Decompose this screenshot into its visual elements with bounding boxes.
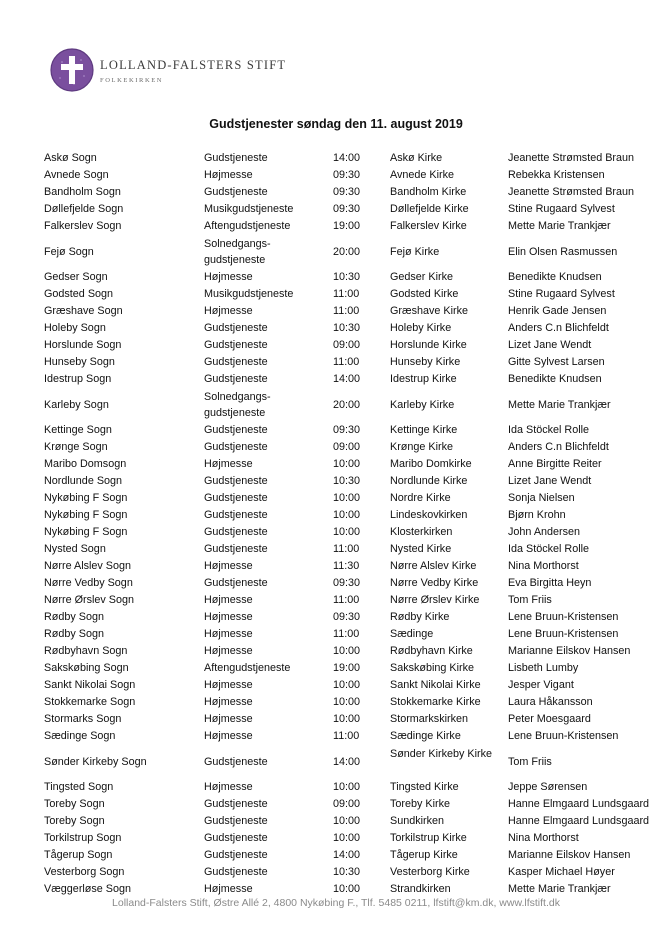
priest-name: Marianne Eilskov Hansen — [508, 645, 631, 657]
schedule-row — [0, 711, 672, 728]
parish-name: Nykøbing F Sogn — [44, 509, 128, 521]
parish-name: Askø Sogn — [44, 152, 97, 164]
parish-name: Sankt Nikolai Sogn — [44, 679, 136, 691]
service-type: Højmesse — [204, 458, 253, 470]
schedule-row — [0, 677, 672, 694]
parish-name: Holeby Sogn — [44, 322, 106, 334]
service-type: Aftengudstjeneste — [204, 220, 291, 232]
parish-name: Sædinge Sogn — [44, 730, 116, 742]
schedule-row — [0, 371, 672, 388]
service-type: Solnedgangs-gudstjeneste — [204, 391, 271, 419]
service-type: Højmesse — [204, 730, 253, 742]
parish-name: Tingsted Sogn — [44, 781, 114, 793]
service-time: 09:00 — [333, 441, 361, 453]
service-type: Gudstjeneste — [204, 322, 268, 334]
service-type: Højmesse — [204, 271, 253, 283]
parish-name: Stokkemarke Sogn — [44, 696, 136, 708]
schedule-row — [0, 184, 672, 201]
schedule-row — [0, 881, 672, 898]
footer-contact: Lolland-Falsters Stift, Østre Allé 2, 4800 Nykøbing F., Tlf. 5485 0211, lfstift@km.dk, www.lfstift.dk — [112, 897, 560, 909]
service-time: 10:00 — [333, 458, 361, 470]
service-time: 20:00 — [333, 246, 361, 258]
schedule-row — [0, 524, 672, 541]
church-name: Maribo Domkirke — [390, 458, 472, 470]
church-name: Falkerslev Kirke — [390, 220, 467, 232]
service-type: Gudstjeneste — [204, 441, 268, 453]
priest-name: Benedikte Knudsen — [508, 271, 602, 283]
priest-name: Peter Moesgaard — [508, 713, 591, 725]
church-name: Nørre Vedby Kirke — [390, 577, 479, 589]
service-time: 10:00 — [333, 781, 361, 793]
service-type: Højmesse — [204, 628, 253, 640]
priest-name: Lene Bruun-Kristensen — [508, 730, 619, 742]
service-time: 20:00 — [333, 399, 361, 411]
church-name: Tingsted Kirke — [390, 781, 459, 793]
priest-name: Mette Marie Trankjær — [508, 883, 611, 895]
schedule-row — [0, 813, 672, 830]
schedule-row — [0, 167, 672, 184]
church-name: Idestrup Kirke — [390, 373, 457, 385]
church-name: Askø Kirke — [390, 152, 443, 164]
service-time: 09:30 — [333, 203, 361, 215]
service-time: 10:30 — [333, 475, 361, 487]
priest-name: Stine Rugaard Sylvest — [508, 288, 615, 300]
schedule-row — [0, 388, 672, 422]
schedule-row — [0, 643, 672, 660]
service-type: Gudstjeneste — [204, 832, 268, 844]
service-type: Solnedgangs-gudstjeneste — [204, 238, 271, 266]
priest-name: Laura Håkansson — [508, 696, 593, 708]
service-type: Gudstjeneste — [204, 186, 268, 198]
org-subtitle: FOLKEKIRKEN — [100, 77, 164, 84]
service-type: Højmesse — [204, 594, 253, 606]
parish-name: Krønge Sogn — [44, 441, 108, 453]
schedule-row — [0, 575, 672, 592]
service-type: Gudstjeneste — [204, 756, 268, 768]
schedule-row — [0, 541, 672, 558]
parish-name: Nørre Ørslev Sogn — [44, 594, 134, 606]
schedule-row — [0, 269, 672, 286]
church-name: Vesterborg Kirke — [390, 866, 470, 878]
church-name: Nysted Kirke — [390, 543, 452, 555]
parish-name: Nykøbing F Sogn — [44, 492, 128, 504]
priest-name: Stine Rugaard Sylvest — [508, 203, 615, 215]
parish-name: Hunseby Sogn — [44, 356, 115, 368]
org-name: LOLLAND-FALSTERS STIFT — [100, 58, 287, 72]
priest-name: Hanne Elmgaard Lundsgaard — [508, 815, 650, 827]
church-name: Sædinge — [390, 628, 434, 640]
priest-name: Ida Stöckel Rolle — [508, 543, 590, 555]
parish-name: Nykøbing F Sogn — [44, 526, 128, 538]
service-type: Musikgudstjeneste — [204, 203, 294, 215]
schedule-row — [0, 660, 672, 677]
service-time: 10:00 — [333, 679, 361, 691]
service-schedule — [0, 150, 672, 898]
service-time: 10:00 — [333, 832, 361, 844]
priest-name: Nina Morthorst — [508, 560, 579, 572]
schedule-row — [0, 745, 672, 779]
service-time: 11:00 — [333, 356, 360, 368]
schedule-row — [0, 558, 672, 575]
church-name: Nordlunde Kirke — [390, 475, 468, 487]
service-type: Højmesse — [204, 305, 253, 317]
church-name: Sundkirken — [390, 815, 445, 827]
parish-name: Nørre Vedby Sogn — [44, 577, 133, 589]
parish-name: Avnede Sogn — [44, 169, 109, 181]
parish-name: Vesterborg Sogn — [44, 866, 125, 878]
parish-name: Tågerup Sogn — [44, 849, 113, 861]
parish-name: Fejø Sogn — [44, 246, 94, 258]
priest-name: Gitte Sylvest Larsen — [508, 356, 605, 368]
schedule-row — [0, 354, 672, 371]
schedule-row — [0, 218, 672, 235]
schedule-row — [0, 864, 672, 881]
priest-name: Anders C.n Blichfeldt — [508, 441, 609, 453]
schedule-row — [0, 473, 672, 490]
church-name: Nørre Ørslev Kirke — [390, 594, 480, 606]
service-time: 10:00 — [333, 526, 361, 538]
church-name: Nørre Alslev Kirke — [390, 560, 477, 572]
service-time: 09:30 — [333, 611, 361, 623]
schedule-row — [0, 235, 672, 269]
parish-name: Bandholm Sogn — [44, 186, 121, 198]
service-type: Gudstjeneste — [204, 339, 268, 351]
church-name: Avnede Kirke — [390, 169, 455, 181]
schedule-row — [0, 422, 672, 439]
schedule-row — [0, 490, 672, 507]
priest-name: Eva Birgitta Heyn — [508, 577, 592, 589]
schedule-row — [0, 728, 672, 745]
service-time: 10:30 — [333, 322, 361, 334]
service-time: 09:30 — [333, 186, 361, 198]
service-time: 11:00 — [333, 594, 360, 606]
priest-name: Lisbeth Lumby — [508, 662, 579, 674]
church-name: Godsted Kirke — [390, 288, 459, 300]
church-name: Gedser Kirke — [390, 271, 454, 283]
schedule-row — [0, 320, 672, 337]
church-name: Klosterkirken — [390, 526, 453, 538]
service-time: 14:00 — [333, 152, 361, 164]
service-time: 10:00 — [333, 509, 361, 521]
service-type: Højmesse — [204, 560, 253, 572]
service-time: 14:00 — [333, 373, 361, 385]
service-time: 09:30 — [333, 577, 361, 589]
service-type: Højmesse — [204, 696, 253, 708]
parish-name: Idestrup Sogn — [44, 373, 112, 385]
church-name: Hunseby Kirke — [390, 356, 461, 368]
priest-name: Rebekka Kristensen — [508, 169, 605, 181]
church-name: Fejø Kirke — [390, 246, 440, 258]
service-type: Gudstjeneste — [204, 798, 268, 810]
church-name: Karleby Kirke — [390, 399, 455, 411]
parish-name: Stormarks Sogn — [44, 713, 122, 725]
service-time: 09:00 — [333, 339, 361, 351]
parish-name: Horslunde Sogn — [44, 339, 122, 351]
service-time: 19:00 — [333, 220, 361, 232]
service-time: 14:00 — [333, 756, 361, 768]
church-name: Horslunde Kirke — [390, 339, 467, 351]
service-time: 11:00 — [333, 305, 360, 317]
priest-name: Jeanette Strømsted Braun — [508, 152, 635, 164]
priest-name: Lene Bruun-Kristensen — [508, 628, 619, 640]
service-time: 10:00 — [333, 883, 361, 895]
schedule-row — [0, 609, 672, 626]
service-time: 11:30 — [333, 560, 360, 572]
priest-name: Tom Friis — [508, 756, 552, 768]
church-name: Tågerup Kirke — [390, 849, 458, 861]
service-type: Gudstjeneste — [204, 356, 268, 368]
service-time: 14:00 — [333, 849, 361, 861]
service-type: Gudstjeneste — [204, 526, 268, 538]
service-type: Højmesse — [204, 781, 253, 793]
priest-name: Nina Morthorst — [508, 832, 579, 844]
service-type: Højmesse — [204, 713, 253, 725]
service-type: Gudstjeneste — [204, 373, 268, 385]
priest-name: Lene Bruun-Kristensen — [508, 611, 619, 623]
church-name: Strandkirken — [390, 883, 451, 895]
church-name: Døllefjelde Kirke — [390, 203, 469, 215]
church-name: Sankt Nikolai Kirke — [390, 679, 481, 691]
schedule-row — [0, 150, 672, 167]
service-type: Aftengudstjeneste — [204, 662, 291, 674]
parish-name: Kettinge Sogn — [44, 424, 112, 436]
service-time: 11:00 — [333, 628, 360, 640]
service-time: 09:30 — [333, 169, 361, 181]
priest-name: Hanne Elmgaard Lundsgaard — [508, 798, 650, 810]
priest-name: Mette Marie Trankjær — [508, 399, 611, 411]
service-type: Gudstjeneste — [204, 849, 268, 861]
priest-name: Jeanette Strømsted Braun — [508, 186, 635, 198]
service-type: Gudstjeneste — [204, 475, 268, 487]
service-type: Gudstjeneste — [204, 866, 268, 878]
parish-name: Rødbyhavn Sogn — [44, 645, 128, 657]
priest-name: Benedikte Knudsen — [508, 373, 602, 385]
parish-name: Nysted Sogn — [44, 543, 106, 555]
church-name: Nordre Kirke — [390, 492, 451, 504]
priest-name: Lizet Jane Wendt — [508, 339, 592, 351]
parish-name: Falkerslev Sogn — [44, 220, 122, 232]
schedule-row — [0, 592, 672, 609]
church-name: Græshave Kirke — [390, 305, 469, 317]
service-type: Højmesse — [204, 645, 253, 657]
service-type: Gudstjeneste — [204, 577, 268, 589]
parish-name: Rødby Sogn — [44, 611, 105, 623]
parish-name: Væggerløse Sogn — [44, 883, 132, 895]
schedule-row — [0, 337, 672, 354]
parish-name: Maribo Domsogn — [44, 458, 127, 470]
priest-name: Anne Birgitte Reiter — [508, 458, 602, 470]
priest-name: Jeppe Sørensen — [508, 781, 588, 793]
schedule-row — [0, 847, 672, 864]
service-time: 09:30 — [333, 424, 361, 436]
parish-name: Græshave Sogn — [44, 305, 123, 317]
parish-name: Toreby Sogn — [44, 815, 105, 827]
service-time: 10:00 — [333, 645, 361, 657]
priest-name: Sonja Nielsen — [508, 492, 575, 504]
service-type: Højmesse — [204, 169, 253, 181]
page-title: Gudstjenester søndag den 11. august 2019 — [209, 117, 463, 131]
church-name: Stokkemarke Kirke — [390, 696, 481, 708]
parish-name: Godsted Sogn — [44, 288, 114, 300]
service-time: 10:00 — [333, 815, 361, 827]
service-time: 10:00 — [333, 713, 361, 725]
schedule-row — [0, 303, 672, 320]
priest-name: Anders C.n Blichfeldt — [508, 322, 609, 334]
parish-name: Gedser Sogn — [44, 271, 108, 283]
service-time: 19:00 — [333, 662, 361, 674]
church-name: Torkilstrup Kirke — [390, 832, 467, 844]
service-type: Gudstjeneste — [204, 424, 268, 436]
parish-name: Nørre Alslev Sogn — [44, 560, 132, 572]
priest-name: Lizet Jane Wendt — [508, 475, 592, 487]
church-name: Sønder Kirkeby Kirke — [390, 748, 493, 760]
parish-name: Torkilstrup Sogn — [44, 832, 122, 844]
parish-name: Toreby Sogn — [44, 798, 105, 810]
church-name: Rødbyhavn Kirke — [390, 645, 473, 657]
service-time: 11:00 — [333, 288, 360, 300]
schedule-row — [0, 439, 672, 456]
schedule-row — [0, 694, 672, 711]
parish-name: Sakskøbing Sogn — [44, 662, 129, 674]
service-type: Musikgudstjeneste — [204, 288, 294, 300]
schedule-row — [0, 626, 672, 643]
service-type: Gudstjeneste — [204, 509, 268, 521]
service-type: Højmesse — [204, 611, 253, 623]
schedule-row — [0, 201, 672, 218]
service-time: 10:00 — [333, 492, 361, 504]
priest-name: Henrik Gade Jensen — [508, 305, 607, 317]
schedule-row — [0, 779, 672, 796]
service-time: 10:00 — [333, 696, 361, 708]
church-name: Rødby Kirke — [390, 611, 450, 623]
service-type: Gudstjeneste — [204, 492, 268, 504]
schedule-row — [0, 796, 672, 813]
priest-name: Elin Olsen Rasmussen — [508, 246, 618, 258]
service-time: 11:00 — [333, 730, 360, 742]
church-name: Bandholm Kirke — [390, 186, 467, 198]
church-name: Krønge Kirke — [390, 441, 454, 453]
schedule-row — [0, 507, 672, 524]
church-name: Holeby Kirke — [390, 322, 452, 334]
service-type: Højmesse — [204, 883, 253, 895]
schedule-row — [0, 286, 672, 303]
priest-name: Tom Friis — [508, 594, 552, 606]
priest-name: John Andersen — [508, 526, 581, 538]
parish-name: Nordlunde Sogn — [44, 475, 123, 487]
parish-name: Døllefjelde Sogn — [44, 203, 124, 215]
church-name: Stormarkskirken — [390, 713, 468, 725]
church-name: Kettinge Kirke — [390, 424, 458, 436]
priest-name: Mette Marie Trankjær — [508, 220, 611, 232]
service-type: Højmesse — [204, 679, 253, 691]
priest-name: Jesper Vigant — [508, 679, 574, 691]
parish-name: Karleby Sogn — [44, 399, 109, 411]
parish-name: Rødby Sogn — [44, 628, 105, 640]
priest-name: Ida Stöckel Rolle — [508, 424, 590, 436]
service-type: Gudstjeneste — [204, 152, 268, 164]
priest-name: Bjørn Krohn — [508, 509, 566, 521]
service-type: Gudstjeneste — [204, 815, 268, 827]
parish-name: Sønder Kirkeby Sogn — [44, 756, 147, 768]
diocese-logo-icon — [50, 48, 94, 92]
priest-name: Marianne Eilskov Hansen — [508, 849, 631, 861]
service-time: 11:00 — [333, 543, 360, 555]
church-name: Lindeskovkirken — [390, 509, 468, 521]
church-name: Sakskøbing Kirke — [390, 662, 475, 674]
church-name: Toreby Kirke — [390, 798, 451, 810]
priest-name: Kasper Michael Høyer — [508, 866, 615, 878]
church-name: Sædinge Kirke — [390, 730, 461, 742]
service-type: Gudstjeneste — [204, 543, 268, 555]
service-time: 10:30 — [333, 271, 361, 283]
service-time: 10:30 — [333, 866, 361, 878]
schedule-row — [0, 456, 672, 473]
schedule-row — [0, 830, 672, 847]
service-time: 09:00 — [333, 798, 361, 810]
